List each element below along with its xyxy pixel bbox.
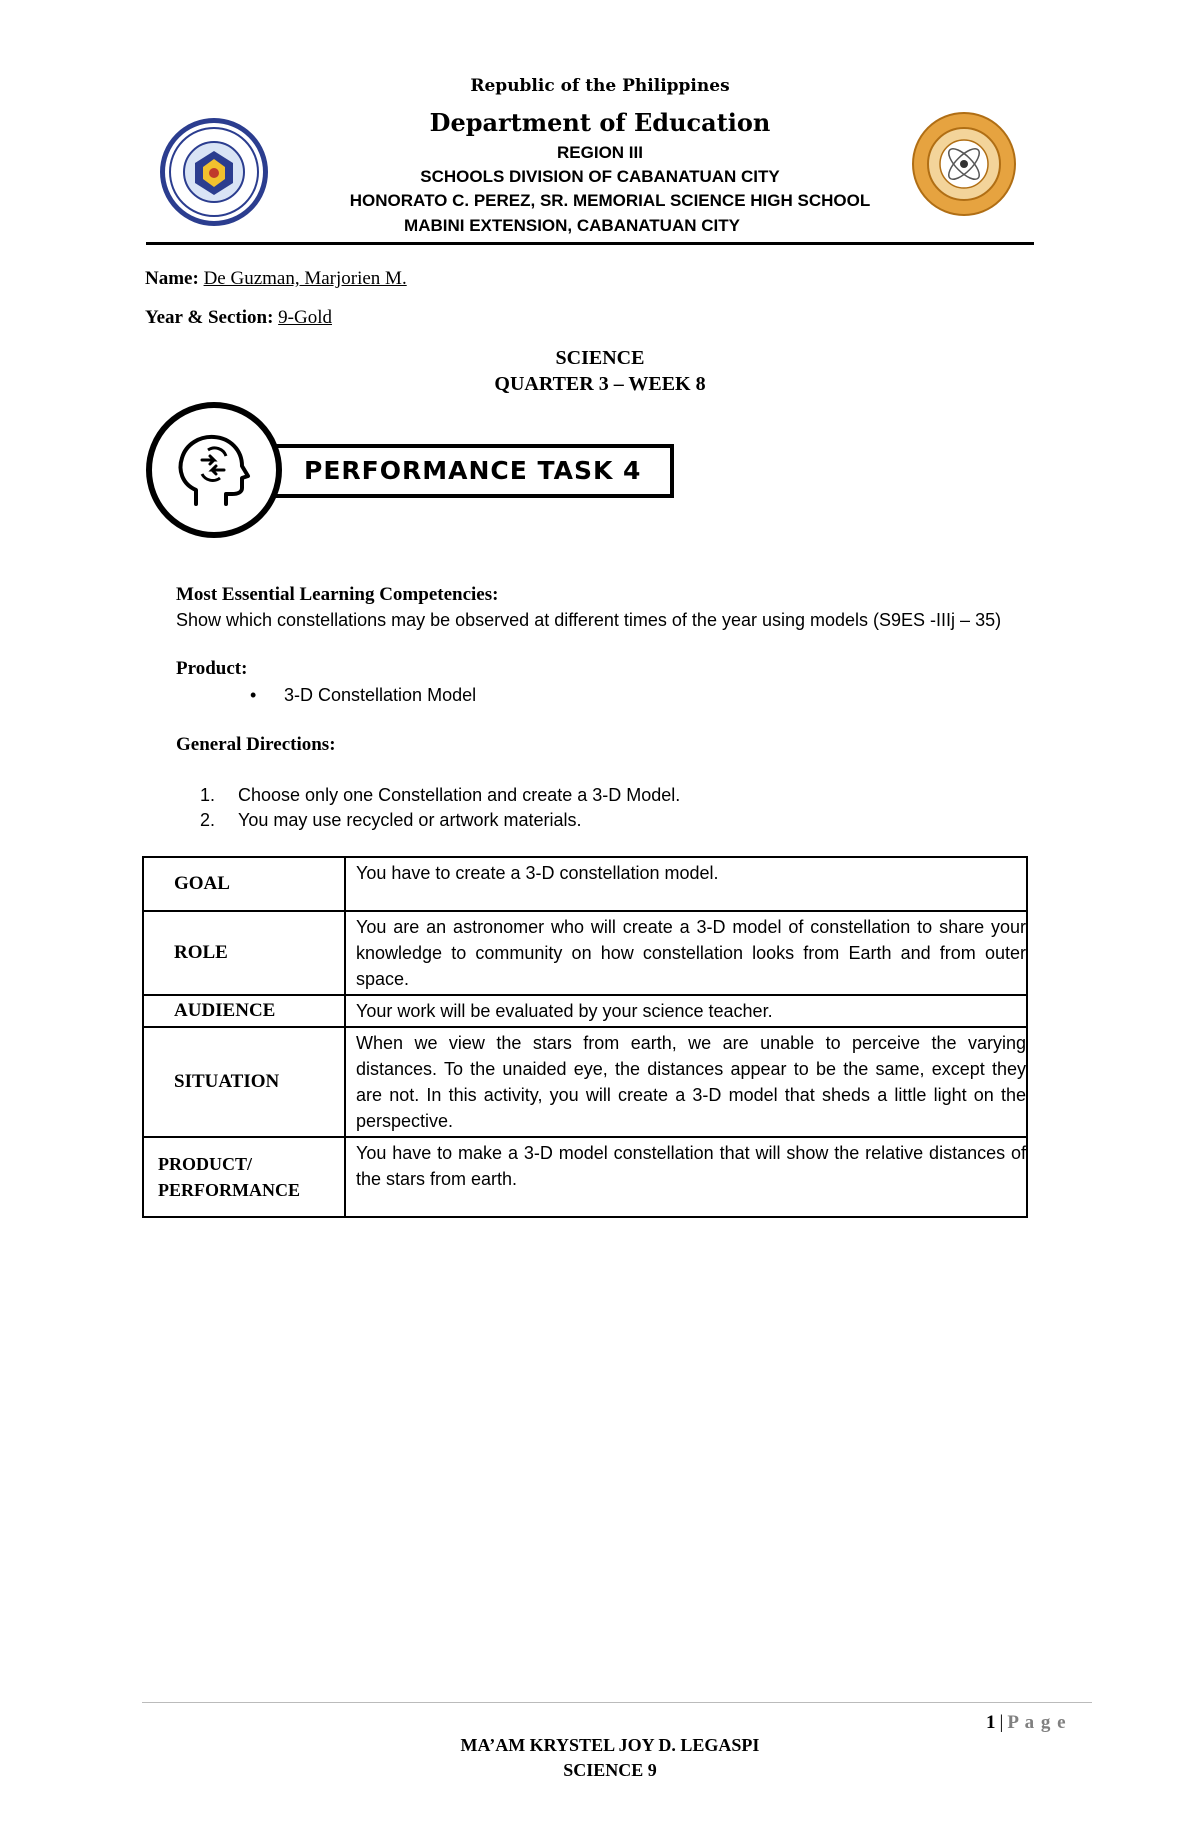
- direction-item: 1. Choose only one Constellation and create a 3-D Model.: [200, 785, 681, 805]
- directions-label: General Directions:: [176, 734, 336, 755]
- product-label: Product:: [176, 658, 248, 679]
- page-num: 1: [986, 1712, 996, 1733]
- teacher-name: MA’AM KRYSTEL JOY D. LEGASPI: [460, 1735, 760, 1755]
- grasps-key: SITUATION: [143, 1027, 345, 1137]
- grasps-key: PRODUCT/ PERFORMANCE: [143, 1137, 345, 1217]
- competency-text: Show which constellations may be observed at different times of the year using models (S9ES -IIIj – 35): [176, 610, 1002, 630]
- quarter-title: QUARTER 3 – WEEK 8: [494, 373, 706, 395]
- school-line: HONORATO C. PEREZ, SR. MEMORIAL SCIENCE HIGH SCHOOL: [349, 191, 871, 210]
- task-banner: [270, 444, 674, 498]
- task-title: PERFORMANCE TASK 4: [304, 456, 642, 485]
- table-row: [143, 1027, 1027, 1137]
- direction-item-text: You may use recycled or artwork materials.: [238, 810, 582, 830]
- student-section: [145, 307, 332, 329]
- grasps-value: Your work will be evaluated by your science teacher.: [345, 995, 1027, 1027]
- subject-title: SCIENCE: [555, 347, 645, 369]
- name-value: De Guzman, Marjorien M.: [203, 268, 407, 289]
- product-item: • 3-D Constellation Model: [250, 685, 477, 705]
- footer-divider: [142, 1702, 1092, 1703]
- table-row: [143, 995, 1027, 1027]
- header-divider: [146, 242, 1034, 245]
- product-item-text: 3-D Constellation Model: [284, 685, 477, 705]
- address-line: MABINI EXTENSION, CABANATUAN CITY: [404, 216, 740, 235]
- page-number: 1 | P a g e: [986, 1712, 1067, 1733]
- competency-label: Most Essential Learning Competencies:: [176, 584, 499, 605]
- region-line: REGION III: [557, 143, 643, 162]
- deped-seal-icon: [160, 118, 268, 226]
- table-row: [143, 911, 1027, 995]
- head-gears-icon: [152, 408, 276, 532]
- school-seal-icon: [912, 112, 1016, 216]
- grasps-value: You have to make a 3-D model constellation that will show the relative distances of the stars from earth.: [345, 1137, 1027, 1217]
- grasps-key: GOAL: [143, 857, 345, 911]
- direction-item: 2. You may use recycled or artwork materials.: [200, 810, 582, 830]
- section-value: 9-Gold: [278, 307, 332, 328]
- grasps-value: You are an astronomer who will create a 3-D model of constellation to share your knowledge to community on how constellation looks from Earth and from outer space.: [345, 911, 1027, 995]
- department-title: Department of Education: [429, 108, 771, 137]
- republic-line: Republic of the Philippines: [470, 76, 730, 96]
- grasps-key: ROLE: [143, 911, 345, 995]
- footer-subject: SCIENCE 9: [563, 1760, 657, 1780]
- grasps-value: You have to create a 3-D constellation model.: [345, 857, 1027, 911]
- division-line: SCHOOLS DIVISION OF CABANATUAN CITY: [420, 167, 780, 186]
- student-name: [145, 268, 407, 290]
- task-icon-circle: [146, 402, 282, 538]
- grasps-key: AUDIENCE: [143, 995, 345, 1027]
- section-label: Year & Section:: [145, 307, 274, 328]
- page-word: P a g e: [1007, 1712, 1067, 1733]
- direction-item-text: Choose only one Constellation and create a 3-D Model.: [238, 785, 681, 805]
- table-row: [143, 857, 1027, 911]
- name-label: Name:: [145, 268, 199, 289]
- grasps-table: [142, 856, 1028, 1218]
- grasps-value: When we view the stars from earth, we are unable to perceive the varying distances. To the unaided eye, the distances appear to be the same, except they are not. In this activity, you will create a 3-D model that sheds a little light on the perspective.: [345, 1027, 1027, 1137]
- table-row: [143, 1137, 1027, 1217]
